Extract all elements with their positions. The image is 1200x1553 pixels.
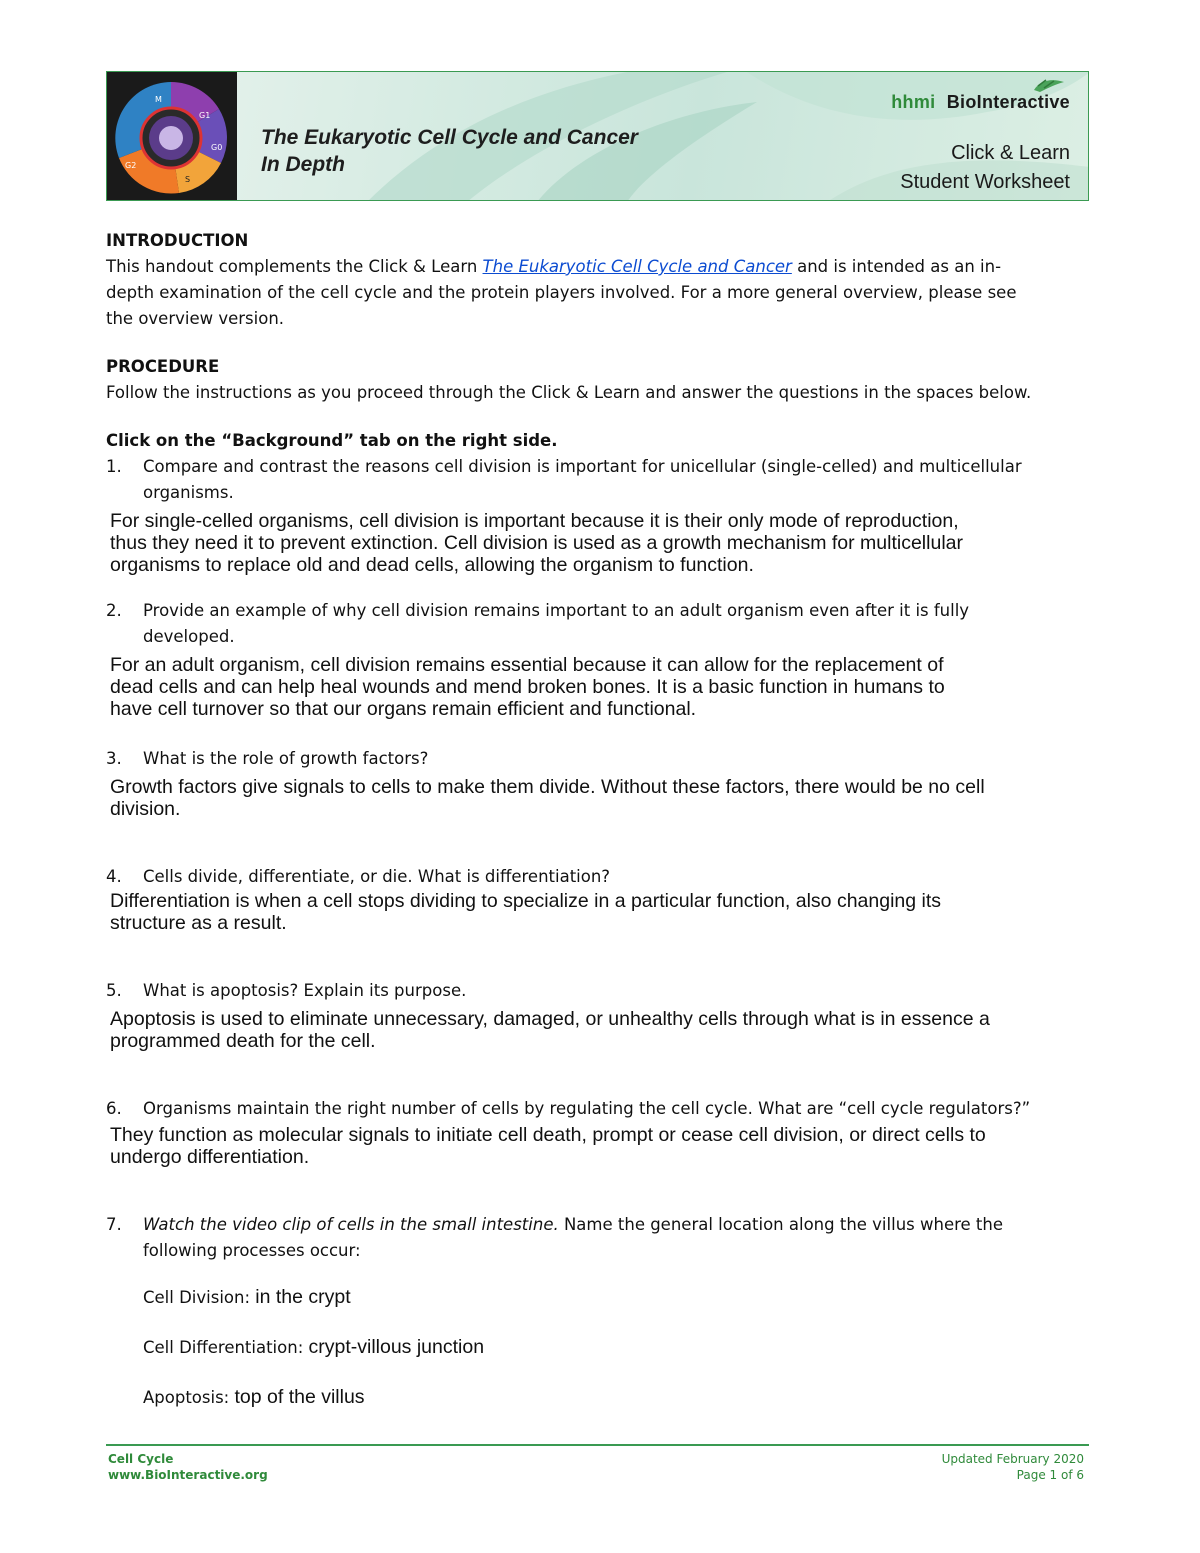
question-text-cont: organisms. bbox=[143, 483, 234, 502]
question-5 bbox=[106, 978, 1091, 1004]
apoptosis-answer: top of the villus bbox=[234, 1386, 365, 1408]
header-banner bbox=[106, 71, 1089, 201]
background-tab-instruction: Click on the “Background” tab on the right side. bbox=[106, 431, 558, 450]
footer-left bbox=[108, 1451, 268, 1483]
answer-line: Differentiation is when a cell stops dividing to specialize in a particular function, also changing its bbox=[110, 890, 942, 912]
question-6 bbox=[106, 1096, 1091, 1122]
question-3 bbox=[106, 746, 1091, 772]
question-number: 5. bbox=[106, 981, 122, 1000]
footer-topic: Cell Cycle bbox=[108, 1452, 174, 1466]
answer-line: have cell turnover so that our organs remain efficient and functional. bbox=[110, 698, 697, 720]
apoptosis-row[interactable] bbox=[143, 1386, 1091, 1414]
cell-division-row[interactable] bbox=[143, 1286, 1091, 1314]
brand-logo bbox=[891, 92, 1070, 113]
question-7-instruction: Watch the video clip of cells in the small intestine. bbox=[143, 1215, 559, 1234]
answer-line: structure as a result. bbox=[110, 912, 287, 934]
cell-differentiation-label: Cell Differentiation: bbox=[143, 1338, 309, 1357]
footer-divider bbox=[106, 1444, 1089, 1446]
cell-division-label: Cell Division: bbox=[143, 1288, 256, 1307]
phase-label-g0: G0 bbox=[211, 143, 223, 152]
question-text: What is apoptosis? Explain its purpose. bbox=[143, 981, 467, 1000]
brand-biointeractive: BioInteractive bbox=[946, 92, 1070, 112]
footer-page-number: Page 1 of 6 bbox=[1016, 1468, 1084, 1482]
question-text bbox=[143, 1212, 1091, 1238]
question-text-cont: following processes occur: bbox=[143, 1241, 361, 1260]
cell-division-answer: in the crypt bbox=[255, 1286, 351, 1308]
question-1 bbox=[106, 454, 1091, 506]
worksheet-content bbox=[106, 228, 1091, 1414]
cell-cycle-diagram bbox=[107, 72, 237, 200]
answer-line: Growth factors give signals to cells to make them divide. Without these factors, there would be no cell bbox=[110, 776, 985, 798]
location-answers bbox=[106, 1286, 1091, 1414]
answer-4[interactable] bbox=[106, 890, 1091, 934]
question-number: 4. bbox=[106, 867, 122, 886]
answer-line: division. bbox=[110, 798, 181, 820]
question-text: Provide an example of why cell division remains important to an adult organism even after it is fully bbox=[143, 601, 970, 620]
footer-right bbox=[942, 1451, 1084, 1483]
question-number: 3. bbox=[106, 749, 122, 768]
intro-text-line3: the overview version. bbox=[106, 309, 285, 328]
answer-line: For single-celled organisms, cell division is important because it is their only mode of reproduction, bbox=[110, 510, 959, 532]
question-number: 7. bbox=[106, 1215, 122, 1234]
answer-line: programmed death for the cell. bbox=[110, 1030, 376, 1052]
question-4 bbox=[106, 864, 1091, 890]
phase-label-g2: G2 bbox=[125, 161, 137, 170]
phase-label-m: M bbox=[155, 95, 162, 104]
question-text: What is the role of growth factors? bbox=[143, 749, 429, 768]
answer-1[interactable] bbox=[106, 510, 1091, 576]
phase-label-g1: G1 bbox=[199, 111, 211, 120]
question-text: Cells divide, differentiate, or die. What is differentiation? bbox=[143, 867, 611, 886]
introduction-text bbox=[106, 254, 1091, 332]
answer-line: For an adult organism, cell division remains essential because it can allow for the replacement of bbox=[110, 654, 944, 676]
answer-6[interactable] bbox=[106, 1124, 1091, 1168]
intro-text-start: This handout complements the Click & Learn bbox=[106, 257, 483, 276]
question-number: 6. bbox=[106, 1099, 122, 1118]
answer-line: dead cells and can help heal wounds and mend broken bones. It is a basic function in humans to bbox=[110, 676, 945, 698]
question-number: 2. bbox=[106, 601, 122, 620]
question-text-cont: developed. bbox=[143, 627, 235, 646]
procedure-heading: PROCEDURE bbox=[106, 357, 220, 376]
cell-differentiation-row[interactable] bbox=[143, 1336, 1091, 1364]
question-text: Compare and contrast the reasons cell division is important for unicellular (single-celled) and multicellular bbox=[143, 457, 1022, 476]
answer-line: thus they need it to prevent extinction. Cell division is used as a growth mechanism for multicellular bbox=[110, 532, 963, 554]
intro-text-end: and is intended as an in- bbox=[791, 257, 1002, 276]
answer-5[interactable] bbox=[106, 1008, 1091, 1052]
brand-hhmi: hhmi bbox=[891, 92, 936, 112]
question-2 bbox=[106, 598, 1091, 650]
answer-3[interactable] bbox=[106, 776, 1091, 820]
procedure-text: Follow the instructions as you proceed through the Click & Learn and answer the questions in the spaces below. bbox=[106, 383, 1032, 402]
footer-website-link[interactable]: www.BioInteractive.org bbox=[108, 1468, 268, 1482]
subtitle-student-worksheet: Student Worksheet bbox=[900, 171, 1070, 193]
intro-text-line2: depth examination of the cell cycle and the protein players involved. For a more general overview, please see bbox=[106, 283, 1017, 302]
introduction-heading: INTRODUCTION bbox=[106, 231, 249, 250]
apoptosis-label: Apoptosis: bbox=[143, 1388, 235, 1407]
question-7-text: Name the general location along the villus where the bbox=[558, 1215, 1003, 1234]
question-7 bbox=[106, 1212, 1091, 1264]
answer-line: Apoptosis is used to eliminate unnecessary, damaged, or unhealthy cells through what is in essence a bbox=[110, 1008, 990, 1030]
footer-updated-date: Updated February 2020 bbox=[941, 1452, 1084, 1466]
title-line-2: In Depth bbox=[261, 153, 345, 176]
answer-line: organisms to replace old and dead cells, allowing the organism to function. bbox=[110, 554, 754, 576]
answer-line: They function as molecular signals to initiate cell death, prompt or cease cell division, or direct cells to bbox=[110, 1124, 986, 1146]
phase-label-s: S bbox=[185, 175, 191, 184]
subtitle-click-learn: Click & Learn bbox=[951, 142, 1070, 164]
answer-line: undergo differentiation. bbox=[110, 1146, 310, 1168]
question-number: 1. bbox=[106, 457, 122, 476]
click-learn-link[interactable]: The Eukaryotic Cell Cycle and Cancer bbox=[482, 257, 792, 276]
answer-2[interactable] bbox=[106, 654, 1091, 720]
cell-differentiation-answer: crypt-villous junction bbox=[308, 1336, 485, 1358]
question-text: Organisms maintain the right number of cells by regulating the cell cycle. What are “cell cycle regulators?” bbox=[143, 1099, 1031, 1118]
title-line-1: The Eukaryotic Cell Cycle and Cancer bbox=[261, 126, 638, 149]
worksheet-title bbox=[261, 124, 638, 178]
